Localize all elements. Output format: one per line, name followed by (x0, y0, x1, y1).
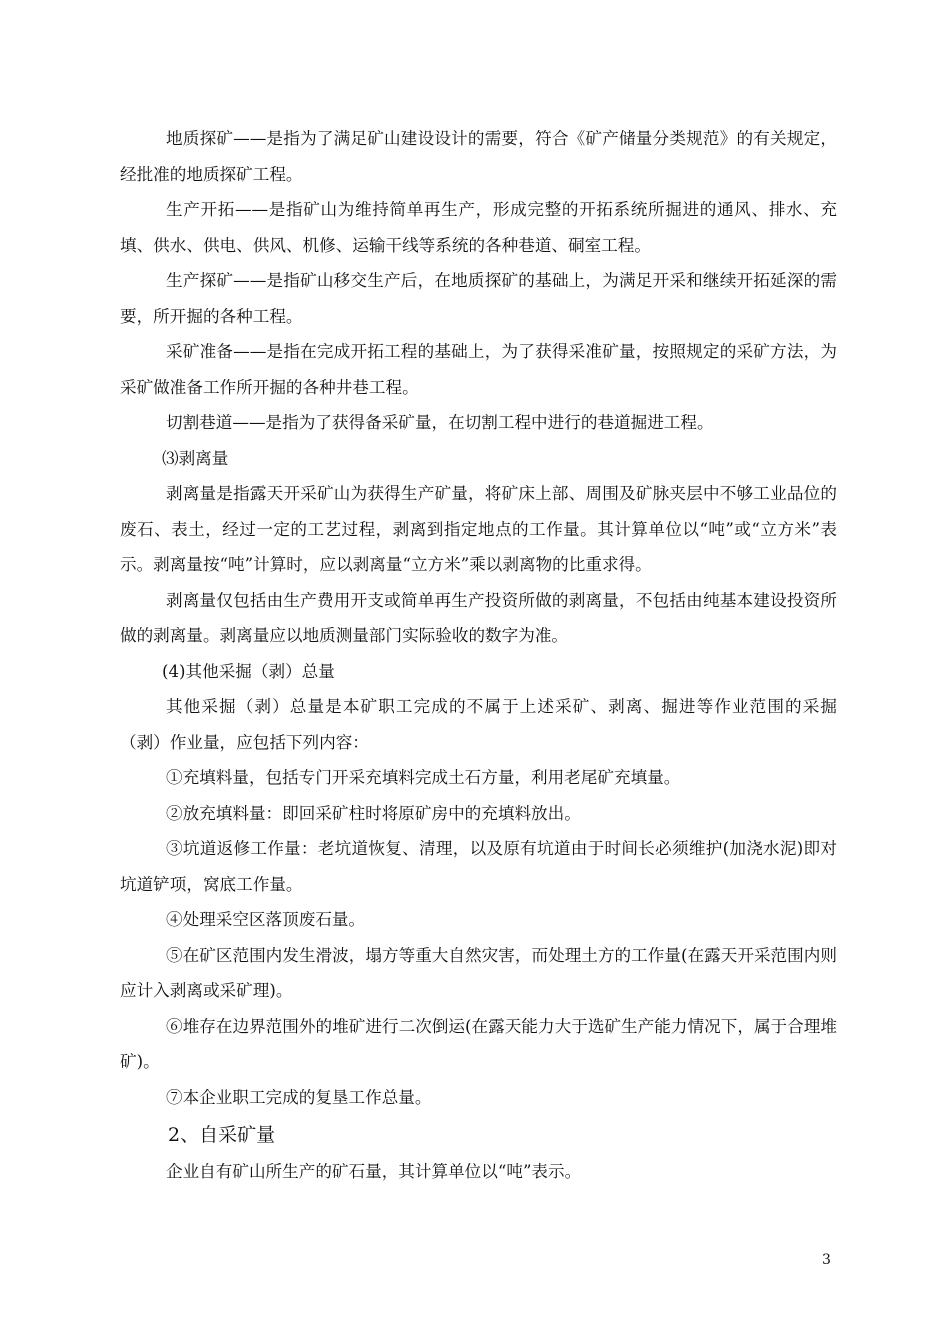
list-item-1: ①充填料量，包括专门开采充填料完成土石方量，利用老尾矿充填量。 (166, 768, 681, 787)
list-item-7: ⑦本企业职工完成的复垦工作总量。 (166, 1087, 432, 1107)
paragraph-production-exploration: 生产探矿——是指矿山移交生产后，在地质探矿的基础上，为满足开采和继续开拓延深的需要，所开掘的各种工程。 (120, 271, 837, 326)
section-heading-other-mining: (4)其他采掘（剥）总量 (162, 661, 335, 681)
paragraph-mining-preparation: 采矿准备——是指在完成开拓工程的基础上，为了获得采准矿量，按照规定的采矿方法，为采矿做准备工作所开掘的各种井巷工程。 (120, 342, 837, 397)
page-number: 3 (822, 1252, 831, 1268)
list-item-3: ③坑道返修工作量：老坑道恢复、清理，以及原有坑道由于时间长必须维护(加浇水泥)即对坑道铲项，窝底工作量。 (120, 839, 837, 894)
paragraph-cutting-roadway: 切割巷道——是指为了获得备采矿量，在切割工程中进行的巷道掘进工程。 (166, 413, 714, 432)
paragraph-other-mining-definition: 其他采掘（剥）总量是本矿职工完成的不属于上述采矿、剥离、掘进等作业范围的采掘（剥）作业量，应包括下列内容： (120, 697, 837, 752)
paragraph-stripping-scope: 剥离量仅包括由生产费用开支或简单再生产投资所做的剥离量，不包括由纯基本建设投资所做的剥离量。剥离量应以地质测量部门实际验收的数字为准。 (120, 590, 837, 645)
list-item-4: ④处理采空区落顶废石量。 (166, 910, 366, 929)
paragraph-stripping-definition: 剥离量是指露天开采矿山为获得生产矿量，将矿床上部、周围及矿脉夹层中不够工业品位的废石、表土，经过一定的工艺过程，剥离到指定地点的工作量。其计算单位以“吨”或“立方米”表示。剥离量按“吨”计算时，应以剥离量“立方米”乘以剥离物的比重求得。 (120, 484, 837, 574)
list-item-2: ②放充填料量：即回采矿柱时将原矿房中的充填料放出。 (166, 803, 581, 823)
paragraph-self-mined-ore-definition: 企业自有矿山所生产的矿石量，其计算单位以“吨”表示。 (166, 1162, 582, 1181)
section-heading-stripping: ⑶剥离量 (162, 448, 229, 468)
section-heading-self-mined-ore: 2、自采矿量 (168, 1124, 276, 1146)
paragraph-production-development: 生产开拓——是指矿山为维持简单再生产，形成完整的开拓系统所掘进的通风、排水、充填、供水、供电、供风、机修、运输干线等系统的各种巷道、硐室工程。 (120, 200, 837, 255)
list-item-6: ⑥堆存在边界范围外的堆矿进行二次倒运(在露天能力大于选矿生产能力情况下，属于合理堆矿)。 (120, 1016, 837, 1071)
list-item-5: ⑤在矿区范围内发生滑波，塌方等重大自然灾害，而处理土方的工作量(在露天开采范围内则应计入剥离或采矿理)。 (120, 945, 837, 1000)
document-body (120, 121, 837, 1190)
paragraph-geological-exploration: 地质探矿——是指为了满足矿山建设设计的需要，符合《矿产储量分类规范》的有关规定，经批准的地质探矿工程。 (120, 129, 837, 184)
